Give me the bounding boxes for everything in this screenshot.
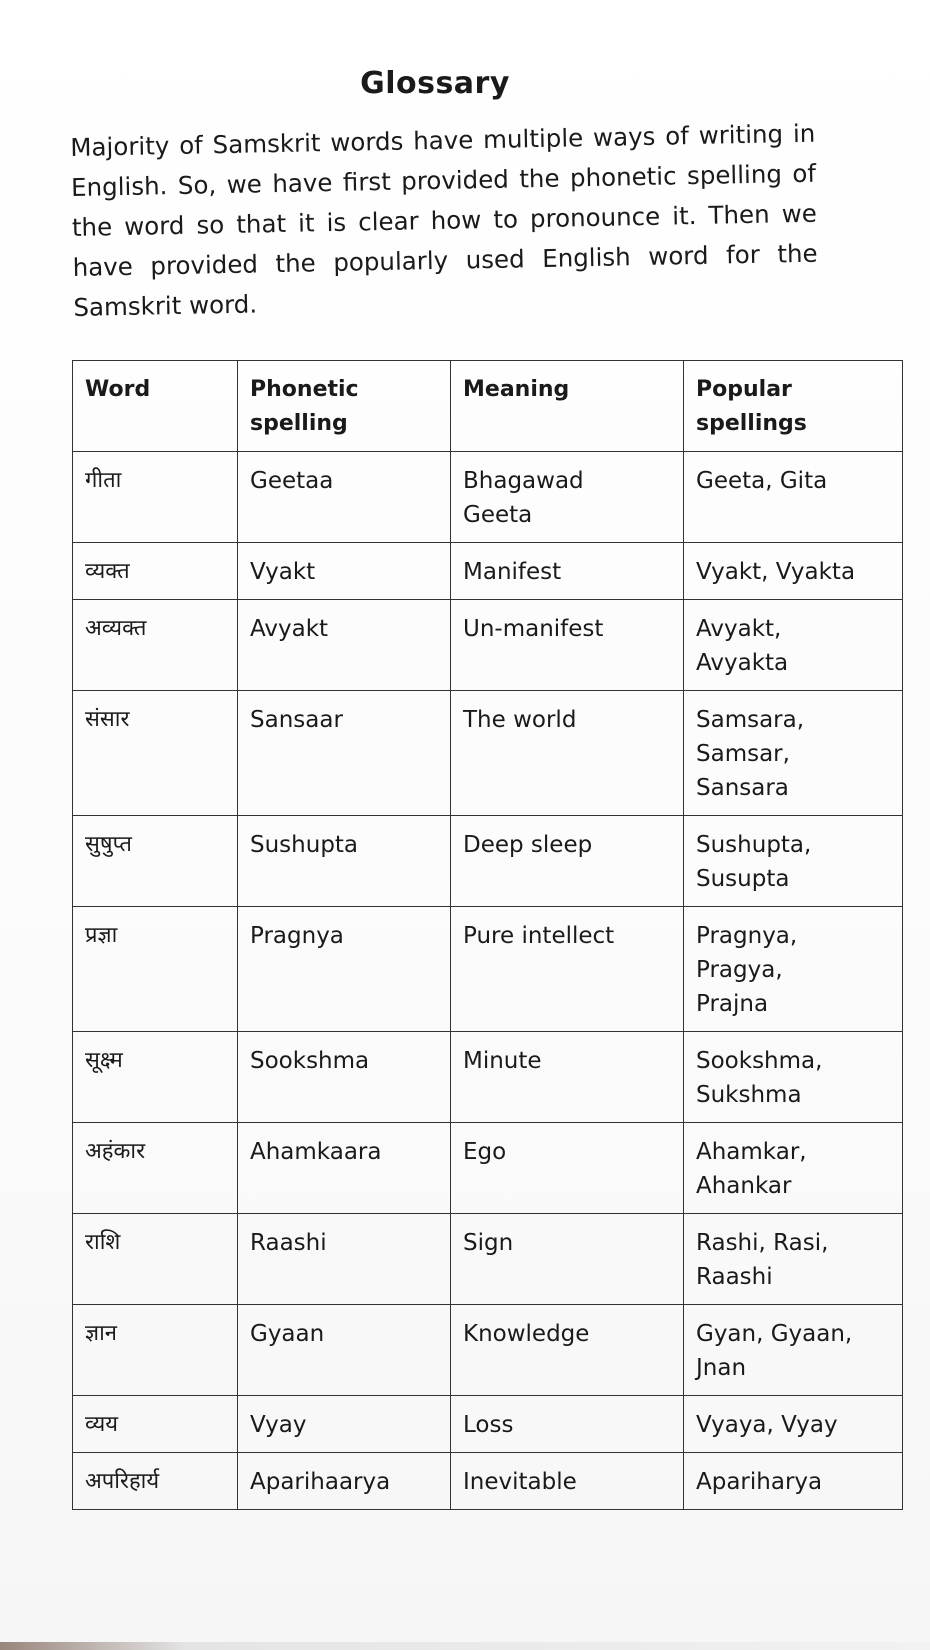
cell-phonetic-spelling: Vyay [238, 1396, 451, 1453]
table-row [73, 452, 903, 543]
page-title: Glossary [360, 66, 510, 101]
cell-popular-spellings: Rashi, Rasi, Raashi [684, 1214, 903, 1305]
table-row [73, 816, 903, 907]
cell-word: प्रज्ञा [73, 907, 238, 1032]
table-row [73, 600, 903, 691]
cell-meaning: Knowledge [451, 1305, 684, 1396]
table-row [73, 1214, 903, 1305]
cell-word: राशि [73, 1214, 238, 1305]
cell-word: सुषुप्त [73, 816, 238, 907]
table-row [73, 1032, 903, 1123]
table-row [73, 1123, 903, 1214]
cell-popular-spellings: Geeta, Gita [684, 452, 903, 543]
cell-phonetic-spelling: Geetaa [238, 452, 451, 543]
cell-meaning: Ego [451, 1123, 684, 1214]
cell-word: व्यक्त [73, 543, 238, 600]
cell-popular-spellings: Samsara, Samsar, Sansara [684, 691, 903, 816]
table-row [73, 543, 903, 600]
cell-phonetic-spelling: Sookshma [238, 1032, 451, 1123]
table-body [73, 452, 903, 1510]
cell-word: सूक्ष्म [73, 1032, 238, 1123]
cell-popular-spellings: Pragnya, Pragya, Prajna [684, 907, 903, 1032]
cell-popular-spellings: Avyakt, Avyakta [684, 600, 903, 691]
cell-word: व्यय [73, 1396, 238, 1453]
page-edge-shadow [0, 1642, 930, 1650]
cell-phonetic-spelling: Gyaan [238, 1305, 451, 1396]
cell-word: अव्यक्त [73, 600, 238, 691]
cell-phonetic-spelling: Pragnya [238, 907, 451, 1032]
cell-popular-spellings: Ahamkar, Ahankar [684, 1123, 903, 1214]
cell-popular-spellings: Sushupta, Susupta [684, 816, 903, 907]
cell-meaning: Manifest [451, 543, 684, 600]
cell-meaning: Pure intellect [451, 907, 684, 1032]
table-row [73, 907, 903, 1032]
cell-phonetic-spelling: Sushupta [238, 816, 451, 907]
header-popular-spellings: Popular spellings [684, 361, 903, 452]
cell-phonetic-spelling: Avyakt [238, 600, 451, 691]
table-row [73, 1453, 903, 1510]
header-meaning: Meaning [451, 361, 684, 452]
cell-word: संसार [73, 691, 238, 816]
cell-meaning: Sign [451, 1214, 684, 1305]
cell-meaning: Un-manifest [451, 600, 684, 691]
cell-popular-spellings: Vyaya, Vyay [684, 1396, 903, 1453]
cell-word: गीता [73, 452, 238, 543]
cell-word: अपरिहार्य [73, 1453, 238, 1510]
cell-word: अहंकार [73, 1123, 238, 1214]
cell-meaning: Deep sleep [451, 816, 684, 907]
cell-popular-spellings: Apariharya [684, 1453, 903, 1510]
cell-meaning: Loss [451, 1396, 684, 1453]
cell-phonetic-spelling: Vyakt [238, 543, 451, 600]
header-phonetic-spelling: Phonetic spelling [238, 361, 451, 452]
table-row [73, 1396, 903, 1453]
glossary-table [72, 360, 903, 1510]
cell-meaning: The world [451, 691, 684, 816]
cell-popular-spellings: Gyan, Gyaan, Jnan [684, 1305, 903, 1396]
intro-paragraph: Majority of Samskrit words have multiple ways of writing in English. So, we have first provided the phonetic spelling of the word so that it is clear how to pronounce it. Then we have provided the popularly used English word for the Samskrit word. [70, 118, 818, 322]
header-word: Word [73, 361, 238, 452]
table-row [73, 691, 903, 816]
cell-meaning: Bhagawad Geeta [451, 452, 684, 543]
cell-phonetic-spelling: Raashi [238, 1214, 451, 1305]
cell-popular-spellings: Vyakt, Vyakta [684, 543, 903, 600]
cell-phonetic-spelling: Sansaar [238, 691, 451, 816]
table-row [73, 1305, 903, 1396]
cell-meaning: Minute [451, 1032, 684, 1123]
cell-phonetic-spelling: Ahamkaara [238, 1123, 451, 1214]
cell-popular-spellings: Sookshma, Sukshma [684, 1032, 903, 1123]
cell-word: ज्ञान [73, 1305, 238, 1396]
cell-phonetic-spelling: Aparihaarya [238, 1453, 451, 1510]
cell-meaning: Inevitable [451, 1453, 684, 1510]
table-header-row [73, 361, 903, 452]
